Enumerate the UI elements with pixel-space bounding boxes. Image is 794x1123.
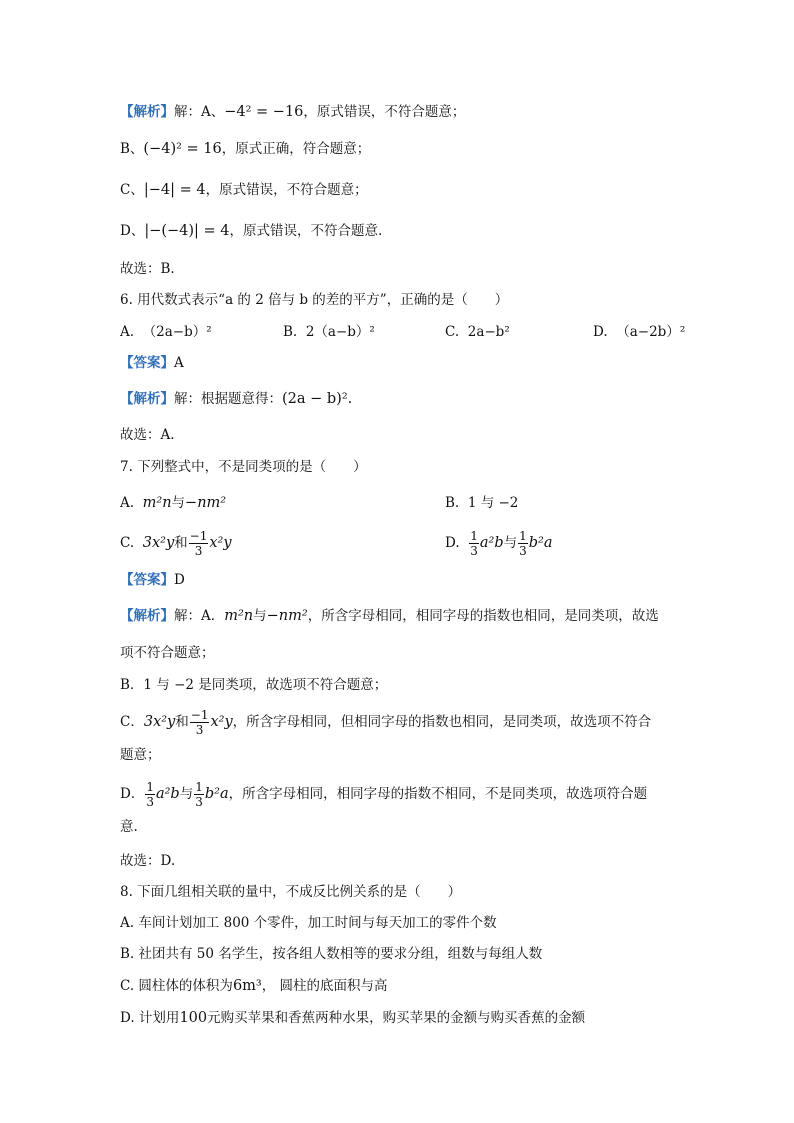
answer-tag: 【答案】 [120, 355, 174, 371]
fraction: $\frac{-1}{3}$ [189, 529, 208, 558]
q6-analysis: 【解析】解：根据题意得：(2a − b)². [120, 391, 353, 407]
fraction: $\frac{1}{3}$ [146, 780, 154, 809]
fraction: $\frac{1}{3}$ [519, 529, 527, 558]
q5-conclusion: 故选：B. [120, 261, 175, 277]
equation-c: |−4| = 4 [143, 182, 206, 198]
q7-analysis-a-cont: 项不符合题意； [120, 645, 215, 661]
fraction: $\frac{1}{3}$ [470, 529, 478, 558]
equation-b: (−4)² = 16 [143, 141, 222, 157]
q8-option-d: D. 计划用100元购买苹果和香蕉两种水果，购买苹果的金额与购买香蕉的金额 [120, 1010, 586, 1026]
q7-analysis-b: B．1 与 −2 是同类项，故选项不符合题意； [120, 677, 388, 693]
q8-option-b: B. 社团共有 50 名学生，按各组人数相等的要求分组，组数与每组人数 [120, 946, 543, 962]
q5-analysis-line-d: D、|−(−4)| = 4，原式错误，不符合题意. [120, 223, 383, 239]
q8-option-c: C. 圆柱体的体积为6m³， 圆柱的底面积与高 [120, 978, 388, 994]
q6-option-b: B. 2（a−b）² [283, 324, 375, 340]
q7-option-c: C. 3x²y和 $\frac{-1}{3}$ x²y [120, 529, 232, 558]
q7-conclusion: 故选：D. [120, 853, 176, 869]
analysis-tag: 【解析】 [120, 104, 174, 120]
q6-stem: 6. 用代数式表示“a 的 2 倍与 b 的差的平方”，正确的是（ ） [120, 292, 509, 308]
q7-analysis-d: D． $\frac{1}{3}$ a²b与 $\frac{1}{3}$ b²a，所含字母相同，相同字母的指数不相同，不是同类项，故选项符合题 [120, 780, 648, 809]
equation-a: −4² = −16 [224, 104, 304, 120]
q7-analysis-c-cont: 题意； [120, 747, 161, 763]
answer-tag: 【答案】 [120, 572, 174, 588]
q6-answer: 【答案】A [120, 355, 184, 371]
fraction: $\frac{-1}{3}$ [190, 708, 209, 737]
q7-analysis-d-cont: 意. [120, 819, 138, 835]
q7-option-d: D. $\frac{1}{3}$ a²b与 $\frac{1}{3}$ b²a [445, 529, 553, 558]
analysis-expression: (2a − b)². [282, 391, 353, 407]
q6-option-c: C. 2a−b² [445, 324, 510, 340]
q6-option-d: D. （a−2b）² [593, 324, 686, 340]
q7-analysis-a: 【解析】解：A．m²n与−nm²，所含字母相同，相同字母的指数也相同，是同类项，故选 [120, 608, 659, 624]
q5-analysis-line-b: B、(−4)² = 16，原式正确，符合题意； [120, 141, 371, 157]
q7-option-a: A. m²n与−nm² [120, 495, 227, 511]
q6-option-a: A. （2a−b）² [120, 324, 212, 340]
fraction: $\frac{1}{3}$ [195, 780, 203, 809]
q5-analysis-line-c: C、|−4| = 4，原式错误，不符合题意； [120, 182, 368, 198]
analysis-tag: 【解析】 [120, 391, 174, 407]
q8-option-a: A. 车间计划加工 800 个零件，加工时间与每天加工的零件个数 [120, 915, 497, 931]
q7-analysis-c: C．3x²y和 $\frac{-1}{3}$ x²y，所含字母相同，但相同字母的指数也相同，是同类项，故选项不符合 [120, 708, 652, 737]
q8-stem: 8. 下面几组相关联的量中，不成反比例关系的是（ ） [120, 884, 462, 900]
q7-answer: 【答案】D [120, 572, 185, 588]
q6-conclusion: 故选：A. [120, 427, 175, 443]
q5-analysis-line-a: 【解析】解：A、−4² = −16，原式错误，不符合题意； [120, 104, 466, 120]
q7-stem: 7. 下列整式中，不是同类项的是（ ） [120, 459, 367, 475]
equation-d: |−(−4)| = 4 [144, 223, 230, 239]
q7-option-b: B. 1 与 −2 [445, 495, 519, 511]
analysis-tag: 【解析】 [120, 608, 174, 624]
